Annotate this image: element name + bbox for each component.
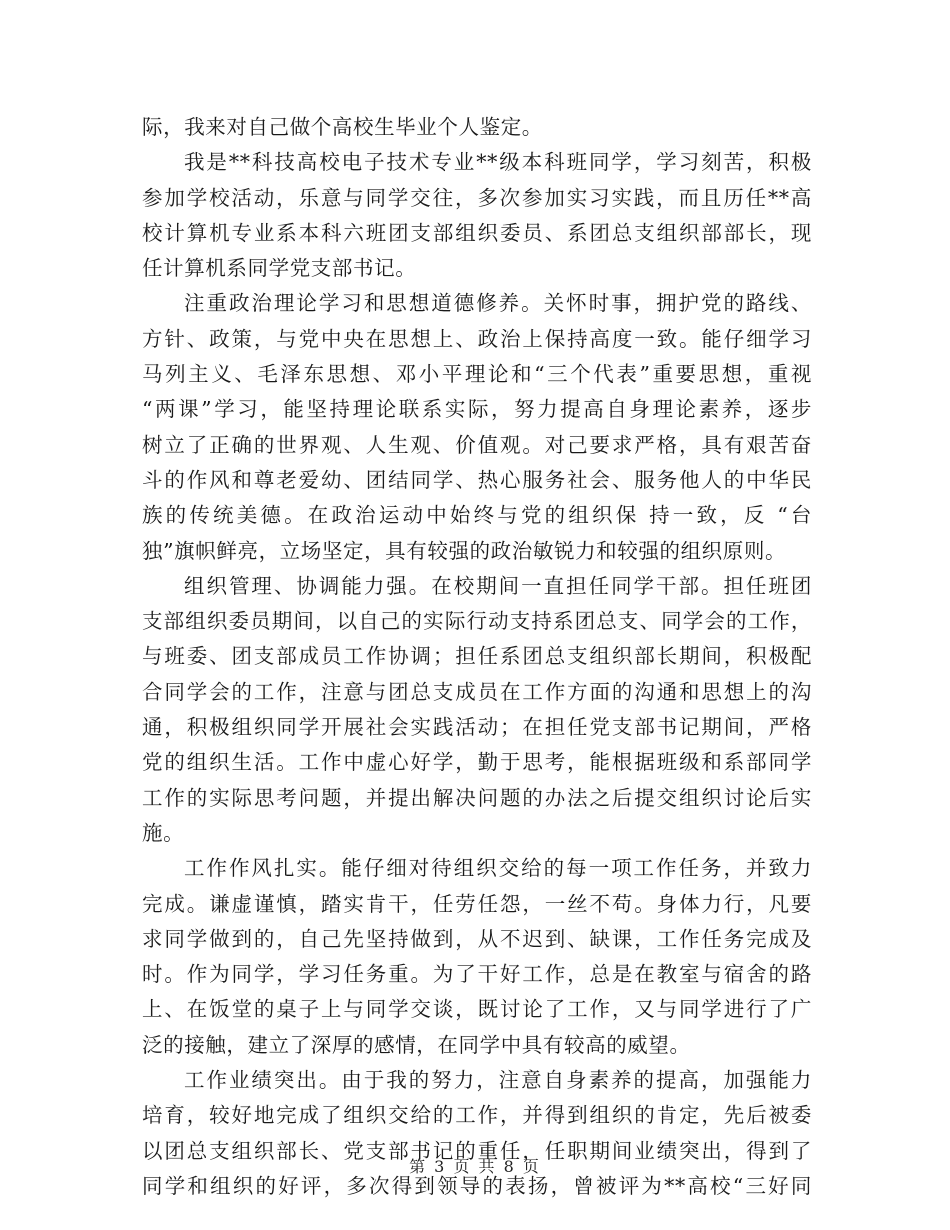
text-line: 通，积极组织同学开展社会实践活动；在担任党支部书记期间，严格	[142, 715, 812, 740]
text-line: 时。作为同学，学习任务重。为了干好工作，总是在教室与宿舍的路	[142, 962, 812, 987]
text-line: 工作业绩突出。由于我的努力，注意自身素养的提高，加强能力	[184, 1068, 812, 1093]
text-line: 与班委、团支部成员工作协调；担任系团总支组织部长期间，积极配	[142, 644, 812, 669]
text-line: 工作作风扎实。能仔细对待组织交给的每一项工作任务，并致力	[184, 856, 812, 881]
text-line: 求同学做到的，自己先坚持做到，从不迟到、缺课，工作任务完成及	[142, 926, 812, 951]
text-line: 组织管理、协调能力强。在校期间一直担任同学干部。担任班团	[184, 573, 812, 598]
text-line: “两课”学习，能坚持理论联系实际，努力提高自身理论素养，逐步	[142, 397, 812, 422]
document-body	[142, 110, 812, 1204]
text-line: 注重政治理论学习和思想道德修养。关怀时事，拥护党的路线、	[184, 291, 812, 316]
text-line: 校计算机专业系本科六班团支部组织委员、系团总支组织部部长，现	[142, 220, 812, 245]
text-line: 施。	[142, 820, 185, 845]
text-line: 同学和组织的好评，多次得到领导的表扬，曾被评为**高校“三好同	[142, 1173, 812, 1198]
text-line: 我是**科技高校电子技术专业**级本科班同学，学习刻苦，积极	[184, 150, 812, 175]
text-line: 工作的实际思考问题，并提出解决问题的办法之后提交组织讨论后实	[142, 785, 812, 810]
text-line: 泛的接触，建立了深厚的感情，在同学中具有较高的威望。	[142, 1032, 691, 1057]
text-line: 树立了正确的世界观、人生观、价值观。对己要求严格，具有艰苦奋	[142, 432, 812, 457]
text-line: 独”旗帜鲜亮，立场坚定，具有较强的政治敏锐力和较强的组织原则。	[142, 538, 787, 563]
text-line: 族的传统美德。在政治运动中始终与党的组织保 持一致，反 “台	[142, 503, 812, 528]
text-line: 上、在饭堂的桌子上与同学交谈，既讨论了工作，又与同学进行了广	[142, 997, 812, 1022]
text-line: 完成。谦虚谨慎，踏实肯干，任劳任怨，一丝不苟。身体力行，凡要	[142, 891, 812, 916]
text-line: 党的组织生活。工作中虚心好学，勤于思考，能根据班级和系部同学	[142, 750, 812, 775]
text-line: 支部组织委员期间，以自己的实际行动支持系团总支、同学会的工作，	[142, 609, 812, 634]
text-line: 任计算机系同学党支部书记。	[142, 256, 417, 281]
text-line: 际，我来对自己做个高校生毕业个人鉴定。	[142, 115, 543, 139]
text-line: 方针、政策，与党中央在思想上、政治上保持高度一致。能仔细学习	[142, 326, 812, 351]
text-line: 合同学会的工作，注意与团总支成员在工作方面的沟通和思想上的沟	[142, 679, 812, 704]
text-line: 培育，较好地完成了组织交给的工作，并得到组织的肯定，先后被委	[142, 1103, 812, 1128]
text-line: 参加学校活动，乐意与同学交往，多次参加实习实践，而且历任**高	[142, 185, 812, 210]
text-line: 马列主义、毛泽东思想、邓小平理论和“三个代表”重要思想，重视	[142, 362, 812, 387]
text-line: 斗的作风和尊老爱幼、团结同学、热心服务社会、服务他人的中华民	[142, 467, 812, 492]
text-line: 以团总支组织部长、党支部书记的重任，任职期间业绩突出，得到了	[142, 1138, 812, 1163]
page-number-footer: 第 3 页 共 8 页	[409, 1157, 541, 1176]
